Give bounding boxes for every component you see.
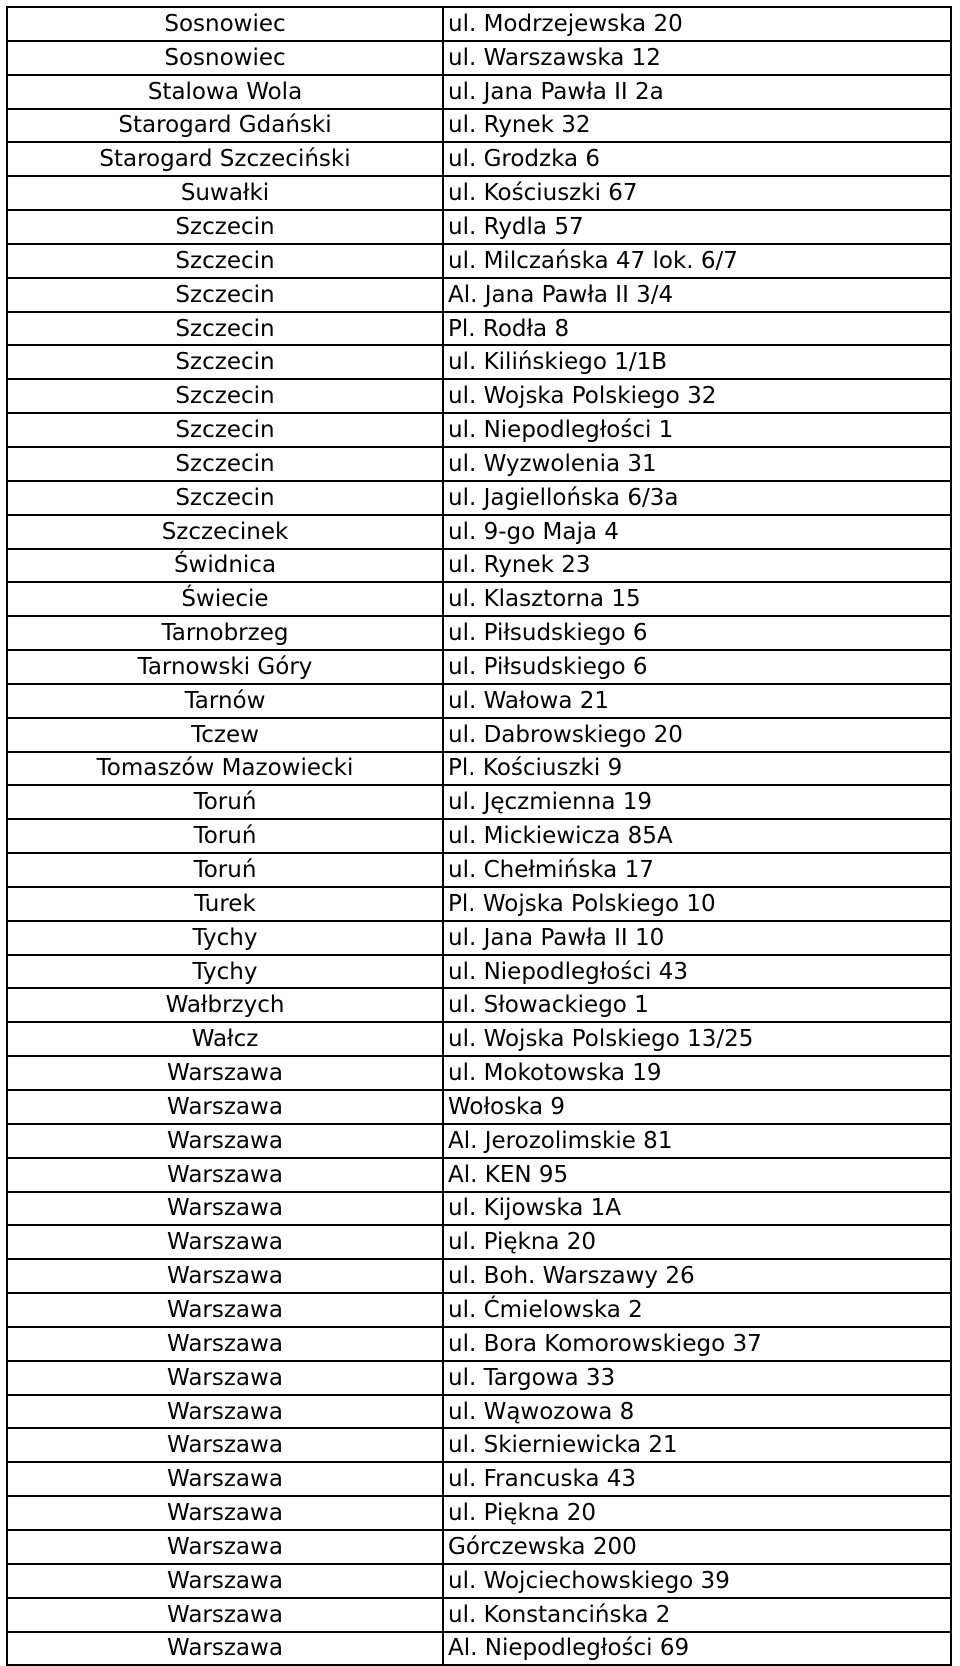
address-cell: ul. Wojska Polskiego 32 bbox=[443, 379, 951, 413]
city-cell: Warszawa bbox=[7, 1361, 443, 1395]
table-row bbox=[7, 1225, 951, 1259]
city-cell: Tychy bbox=[7, 955, 443, 989]
table-row bbox=[7, 650, 951, 684]
address-cell: ul. Modrzejewska 20 bbox=[443, 7, 951, 41]
table-row bbox=[7, 549, 951, 583]
address-cell: ul. Jęczmienna 19 bbox=[443, 785, 951, 819]
table-row bbox=[7, 1428, 951, 1462]
address-cell: ul. Milczańska 47 lok. 6/7 bbox=[443, 244, 951, 278]
city-cell: Tomaszów Mazowiecki bbox=[7, 752, 443, 786]
address-cell: ul. Wąwozowa 8 bbox=[443, 1395, 951, 1429]
address-cell: ul. Wałowa 21 bbox=[443, 684, 951, 718]
table-row bbox=[7, 819, 951, 853]
table-row bbox=[7, 481, 951, 515]
city-cell: Szczecin bbox=[7, 413, 443, 447]
city-cell: Warszawa bbox=[7, 1428, 443, 1462]
address-cell: ul. Grodzka 6 bbox=[443, 142, 951, 176]
address-cell: ul. Rydla 57 bbox=[443, 210, 951, 244]
table-row bbox=[7, 1124, 951, 1158]
address-cell: ul. Jagiellońska 6/3a bbox=[443, 481, 951, 515]
address-cell: ul. Piękna 20 bbox=[443, 1225, 951, 1259]
table-row bbox=[7, 1496, 951, 1530]
address-cell: ul. Niepodległości 1 bbox=[443, 413, 951, 447]
city-cell: Szczecin bbox=[7, 312, 443, 346]
table-row bbox=[7, 312, 951, 346]
table-row bbox=[7, 1158, 951, 1192]
city-cell: Szczecin bbox=[7, 379, 443, 413]
table-row bbox=[7, 413, 951, 447]
table-row bbox=[7, 1192, 951, 1226]
address-cell: ul. Słowackiego 1 bbox=[443, 988, 951, 1022]
city-cell: Warszawa bbox=[7, 1192, 443, 1226]
city-cell: Warszawa bbox=[7, 1090, 443, 1124]
address-cell: ul. Francuska 43 bbox=[443, 1462, 951, 1496]
location-table-body bbox=[7, 7, 951, 1665]
address-cell: Al. Niepodległości 69 bbox=[443, 1632, 951, 1666]
table-row bbox=[7, 616, 951, 650]
city-cell: Starogard Gdański bbox=[7, 109, 443, 143]
city-cell: Starogard Szczeciński bbox=[7, 142, 443, 176]
city-cell: Szczecin bbox=[7, 244, 443, 278]
address-cell: ul. Rynek 23 bbox=[443, 549, 951, 583]
address-cell: ul. Mokotowska 19 bbox=[443, 1056, 951, 1090]
address-cell: Al. Jerozolimskie 81 bbox=[443, 1124, 951, 1158]
city-cell: Warszawa bbox=[7, 1496, 443, 1530]
table-row bbox=[7, 176, 951, 210]
city-cell: Warszawa bbox=[7, 1530, 443, 1564]
address-cell: ul. Piękna 20 bbox=[443, 1496, 951, 1530]
city-cell: Warszawa bbox=[7, 1395, 443, 1429]
address-cell: ul. Konstancińska 2 bbox=[443, 1598, 951, 1632]
city-cell: Szczecin bbox=[7, 447, 443, 481]
address-cell: Pl. Rodła 8 bbox=[443, 312, 951, 346]
city-cell: Turek bbox=[7, 887, 443, 921]
table-row bbox=[7, 1395, 951, 1429]
table-row bbox=[7, 41, 951, 75]
address-cell: ul. Piłsudskiego 6 bbox=[443, 650, 951, 684]
address-cell: Pl. Wojska Polskiego 10 bbox=[443, 887, 951, 921]
city-cell: Warszawa bbox=[7, 1327, 443, 1361]
city-cell: Tarnobrzeg bbox=[7, 616, 443, 650]
city-cell: Szczecin bbox=[7, 345, 443, 379]
table-row bbox=[7, 1361, 951, 1395]
address-cell: ul. Dabrowskiego 20 bbox=[443, 718, 951, 752]
address-cell: ul. Boh. Warszawy 26 bbox=[443, 1259, 951, 1293]
city-cell: Szczecinek bbox=[7, 515, 443, 549]
address-cell: ul. Skierniewicka 21 bbox=[443, 1428, 951, 1462]
city-cell: Warszawa bbox=[7, 1124, 443, 1158]
city-cell: Świdnica bbox=[7, 549, 443, 583]
table-row bbox=[7, 988, 951, 1022]
city-cell: Warszawa bbox=[7, 1598, 443, 1632]
table-row bbox=[7, 1259, 951, 1293]
address-cell: ul. Wojska Polskiego 13/25 bbox=[443, 1022, 951, 1056]
table-row bbox=[7, 75, 951, 109]
table-row bbox=[7, 1293, 951, 1327]
table-row bbox=[7, 142, 951, 176]
city-cell: Warszawa bbox=[7, 1158, 443, 1192]
address-cell: Wołoska 9 bbox=[443, 1090, 951, 1124]
table-row bbox=[7, 752, 951, 786]
table-row bbox=[7, 955, 951, 989]
table-row bbox=[7, 1327, 951, 1361]
city-cell: Wałbrzych bbox=[7, 988, 443, 1022]
city-cell: Szczecin bbox=[7, 278, 443, 312]
city-cell: Sosnowiec bbox=[7, 41, 443, 75]
table-row bbox=[7, 7, 951, 41]
address-cell: ul. Wojciechowskiego 39 bbox=[443, 1564, 951, 1598]
table-row bbox=[7, 278, 951, 312]
address-cell: ul. Mickiewicza 85A bbox=[443, 819, 951, 853]
city-cell: Tychy bbox=[7, 921, 443, 955]
address-cell: ul. Ćmielowska 2 bbox=[443, 1293, 951, 1327]
address-cell: Al. Jana Pawła II 3/4 bbox=[443, 278, 951, 312]
table-row bbox=[7, 379, 951, 413]
city-cell: Toruń bbox=[7, 853, 443, 887]
city-cell: Tarnowski Góry bbox=[7, 650, 443, 684]
city-cell: Warszawa bbox=[7, 1564, 443, 1598]
address-cell: ul. Bora Komorowskiego 37 bbox=[443, 1327, 951, 1361]
table-row bbox=[7, 447, 951, 481]
table-row bbox=[7, 515, 951, 549]
address-cell: ul. Warszawska 12 bbox=[443, 41, 951, 75]
table-row bbox=[7, 785, 951, 819]
address-cell: Pl. Kościuszki 9 bbox=[443, 752, 951, 786]
address-cell: ul. Niepodległości 43 bbox=[443, 955, 951, 989]
table-row bbox=[7, 1564, 951, 1598]
city-cell: Szczecin bbox=[7, 481, 443, 515]
city-cell: Warszawa bbox=[7, 1462, 443, 1496]
city-cell: Stalowa Wola bbox=[7, 75, 443, 109]
city-cell: Wałcz bbox=[7, 1022, 443, 1056]
location-table bbox=[6, 6, 952, 1666]
table-row bbox=[7, 109, 951, 143]
table-row bbox=[7, 718, 951, 752]
address-cell: Al. KEN 95 bbox=[443, 1158, 951, 1192]
table-row bbox=[7, 582, 951, 616]
address-cell: ul. Piłsudskiego 6 bbox=[443, 616, 951, 650]
address-cell: ul. Rynek 32 bbox=[443, 109, 951, 143]
address-cell: ul. Kijowska 1A bbox=[443, 1192, 951, 1226]
address-cell: ul. Jana Pawła II 10 bbox=[443, 921, 951, 955]
address-cell: ul. Jana Pawła II 2a bbox=[443, 75, 951, 109]
city-cell: Suwałki bbox=[7, 176, 443, 210]
address-cell: ul. Chełmińska 17 bbox=[443, 853, 951, 887]
city-cell: Tczew bbox=[7, 718, 443, 752]
address-cell: ul. 9-go Maja 4 bbox=[443, 515, 951, 549]
address-cell: ul. Wyzwolenia 31 bbox=[443, 447, 951, 481]
city-cell: Toruń bbox=[7, 785, 443, 819]
address-cell: ul. Kilińskiego 1/1B bbox=[443, 345, 951, 379]
city-cell: Szczecin bbox=[7, 210, 443, 244]
table-row bbox=[7, 210, 951, 244]
address-cell: ul. Targowa 33 bbox=[443, 1361, 951, 1395]
table-row bbox=[7, 853, 951, 887]
table-row bbox=[7, 244, 951, 278]
table-row bbox=[7, 1022, 951, 1056]
city-cell: Warszawa bbox=[7, 1225, 443, 1259]
table-row bbox=[7, 1090, 951, 1124]
table-row bbox=[7, 684, 951, 718]
city-cell: Tarnów bbox=[7, 684, 443, 718]
table-row bbox=[7, 1056, 951, 1090]
table-row bbox=[7, 1632, 951, 1666]
table-row bbox=[7, 345, 951, 379]
table-row bbox=[7, 1530, 951, 1564]
address-cell: ul. Klasztorna 15 bbox=[443, 582, 951, 616]
city-cell: Świecie bbox=[7, 582, 443, 616]
table-row bbox=[7, 1462, 951, 1496]
address-cell: Górczewska 200 bbox=[443, 1530, 951, 1564]
city-cell: Warszawa bbox=[7, 1632, 443, 1666]
city-cell: Warszawa bbox=[7, 1259, 443, 1293]
city-cell: Warszawa bbox=[7, 1056, 443, 1090]
city-cell: Toruń bbox=[7, 819, 443, 853]
city-cell: Warszawa bbox=[7, 1293, 443, 1327]
table-row bbox=[7, 887, 951, 921]
table-row bbox=[7, 1598, 951, 1632]
table-row bbox=[7, 921, 951, 955]
city-cell: Sosnowiec bbox=[7, 7, 443, 41]
address-cell: ul. Kościuszki 67 bbox=[443, 176, 951, 210]
